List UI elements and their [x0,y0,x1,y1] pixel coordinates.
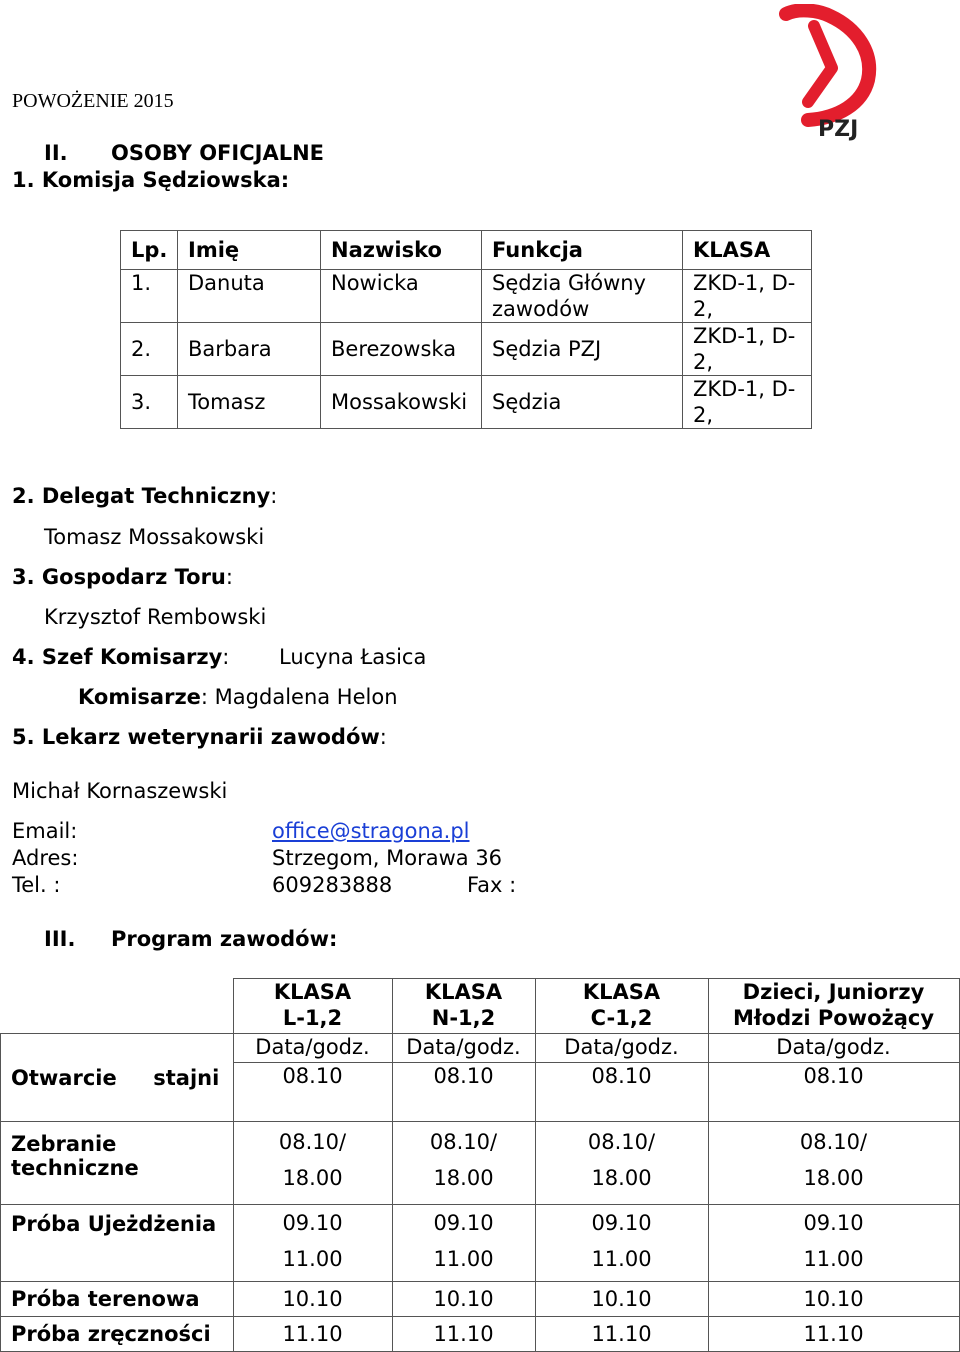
colon: : [225,565,233,589]
tel-value: 609283888 [272,873,393,897]
value-line: 09.10 [282,1211,343,1235]
klasa-line-2: 2, [693,297,714,321]
cell-lp: 1. [121,270,178,323]
col-title-1: KLASA [424,980,503,1004]
col-klasa-n [392,979,535,1034]
cell-nazwisko: Nowicka [321,270,482,323]
col-imie: Imię [178,231,321,270]
klasa-line-2: 2, [693,403,714,427]
value-line: 18.00 [433,1166,494,1190]
section-2-number: II. [44,141,68,165]
table-row [1,1317,960,1352]
email-label: Email: [12,819,78,843]
delegat-label: 2. Delegat Techniczny [12,484,271,508]
value-line: 18.00 [803,1166,864,1190]
cell-value: 10.10 [535,1282,708,1317]
section-2-title: OSOBY OFICJALNE [111,141,324,165]
sub-header: Data/godz. [392,1034,535,1063]
table-row [121,323,812,376]
gospodarz-label: 3. Gospodarz Toru [12,565,226,589]
komisarze-line [78,685,398,709]
klasa-line-1: ZKD-1, D- [693,377,796,401]
col-dzieci [708,979,959,1034]
row-label-terenowa: Próba terenowa [1,1282,234,1317]
cell-value: 10.10 [233,1282,392,1317]
cell-value [535,1122,708,1205]
cell-klasa [683,270,812,323]
row-label-zrecznosci: Próba zręczności [1,1317,234,1352]
sub-header: Data/godz. [708,1034,959,1063]
lekarz-heading [12,725,387,749]
klasa-line-1: ZKD-1, D- [693,324,796,348]
svg-text:PZJ: PZJ [818,117,859,142]
col-title-2: C-1,2 [590,1006,653,1030]
adres-label: Adres: [12,846,79,870]
program-header-row [1,979,960,1034]
cell-value [708,1122,959,1205]
cell-imie: Danuta [178,270,321,323]
document-title: POWOŻENIE 2015 [12,90,174,112]
col-title-1: Dzieci, Juniorzy [742,980,925,1004]
row-label-otwarcie [1,1034,234,1122]
cell-value: 08.10 [233,1063,392,1122]
komisarze-name: Magdalena Helon [214,685,398,709]
cell-klasa [683,376,812,429]
lekarz-label: 5. Lekarz weterynarii zawodów [12,725,380,749]
cell-funkcja: Sędzia [482,376,683,429]
col-title-2: Młodzi Powożący [732,1006,935,1030]
adres-value: Strzegom, Morawa 36 [272,846,503,870]
cell-nazwisko: Mossakowski [321,376,482,429]
value-line: 09.10 [433,1211,494,1235]
sub-header: Data/godz. [535,1034,708,1063]
cell-imie: Barbara [178,323,321,376]
cell-lp: 2. [121,323,178,376]
cell-imie: Tomasz [178,376,321,429]
col-funkcja: Funkcja [482,231,683,270]
cell-value: 10.10 [392,1282,535,1317]
value-line: 18.00 [591,1166,652,1190]
col-title-2: N-1,2 [431,1006,496,1030]
colon: : [270,484,278,508]
cell-value [233,1122,392,1205]
cell-value: 08.10 [392,1063,535,1122]
program-table [0,978,960,1352]
cell-value [392,1122,535,1205]
cell-nazwisko: Berezowska [321,323,482,376]
col-nazwisko: Nazwisko [321,231,482,270]
sub-header: Data/godz. [233,1034,392,1063]
section-3-title: Program zawodów: [111,927,338,951]
judges-table [120,230,812,429]
col-klasa-l [233,979,392,1034]
table-row [1,1122,960,1205]
value-line: 11.00 [282,1247,343,1271]
col-lp: Lp. [121,231,178,270]
cell-value: 08.10 [708,1063,959,1122]
delegat-heading [12,484,277,508]
gospodarz-name: Krzysztof Rembowski [44,605,267,629]
program-subheader-row [1,1034,960,1063]
szef-heading [12,645,229,669]
klasa-line-2: 2, [693,350,714,374]
delegat-name: Tomasz Mossakowski [44,525,265,549]
pzj-logo [778,4,882,142]
cell-value [708,1205,959,1282]
value-line: 11.00 [803,1247,864,1271]
table-row [121,376,812,429]
cell-value: 11.10 [535,1317,708,1352]
cell-lp: 3. [121,376,178,429]
cell-value [535,1205,708,1282]
cell-funkcja [482,270,683,323]
table-row [1,1282,960,1317]
tel-label: Tel. : [12,873,61,897]
cell-value [392,1205,535,1282]
table-row [121,270,812,323]
row-label-text: Otwarcie stajni [11,1065,220,1090]
komisarze-label: Komisarze [78,685,201,709]
cell-value: 11.10 [708,1317,959,1352]
value-line: 08.10/ [278,1130,347,1154]
section-3-number: III. [44,927,76,951]
committee-heading: 1. Komisja Sędziowska: [12,168,290,192]
table-header-row [121,231,812,270]
colon: : [222,645,230,669]
value-line: 18.00 [282,1166,343,1190]
cell-klasa [683,323,812,376]
value-line: 09.10 [591,1211,652,1235]
cell-value: 08.10 [535,1063,708,1122]
value-line: 11.00 [433,1247,494,1271]
gospodarz-heading [12,565,233,589]
email-link[interactable]: office@stragona.pl [272,819,470,843]
row-label-ujezdzenie: Próba Ujeżdżenia [1,1205,234,1282]
cell-funkcja: Sędzia PZJ [482,323,683,376]
value-line: 08.10/ [587,1130,656,1154]
value-line: 08.10/ [429,1130,498,1154]
klasa-line-1: ZKD-1, D- [693,271,796,295]
table-row [1,1205,960,1282]
col-title-2: L-1,2 [282,1006,343,1030]
col-klasa-c [535,979,708,1034]
cell-value: 11.10 [392,1317,535,1352]
cell-value [233,1205,392,1282]
row-label-line-1: Zebranie [11,1132,117,1156]
cell-value: 10.10 [708,1282,959,1317]
fax-label: Fax : [467,873,517,897]
szef-name: Lucyna Łasica [279,645,427,669]
value-line: 08.10/ [799,1130,868,1154]
empty-corner [1,979,234,1034]
colon: : [379,725,387,749]
funkcja-line-1: Sędzia Główny [492,271,646,295]
row-label-zebranie [1,1122,234,1205]
value-line: 11.00 [591,1247,652,1271]
col-title-1: KLASA [582,980,661,1004]
col-title-1: KLASA [273,980,352,1004]
colon: : [200,685,208,709]
lekarz-name: Michał Kornaszewski [12,779,228,803]
funkcja-line-2: zawodów [492,297,590,321]
value-line: 09.10 [803,1211,864,1235]
col-klasa: KLASA [683,231,812,270]
row-label-line-2: techniczne [11,1156,139,1180]
cell-value: 11.10 [233,1317,392,1352]
szef-label: 4. Szef Komisarzy [12,645,223,669]
